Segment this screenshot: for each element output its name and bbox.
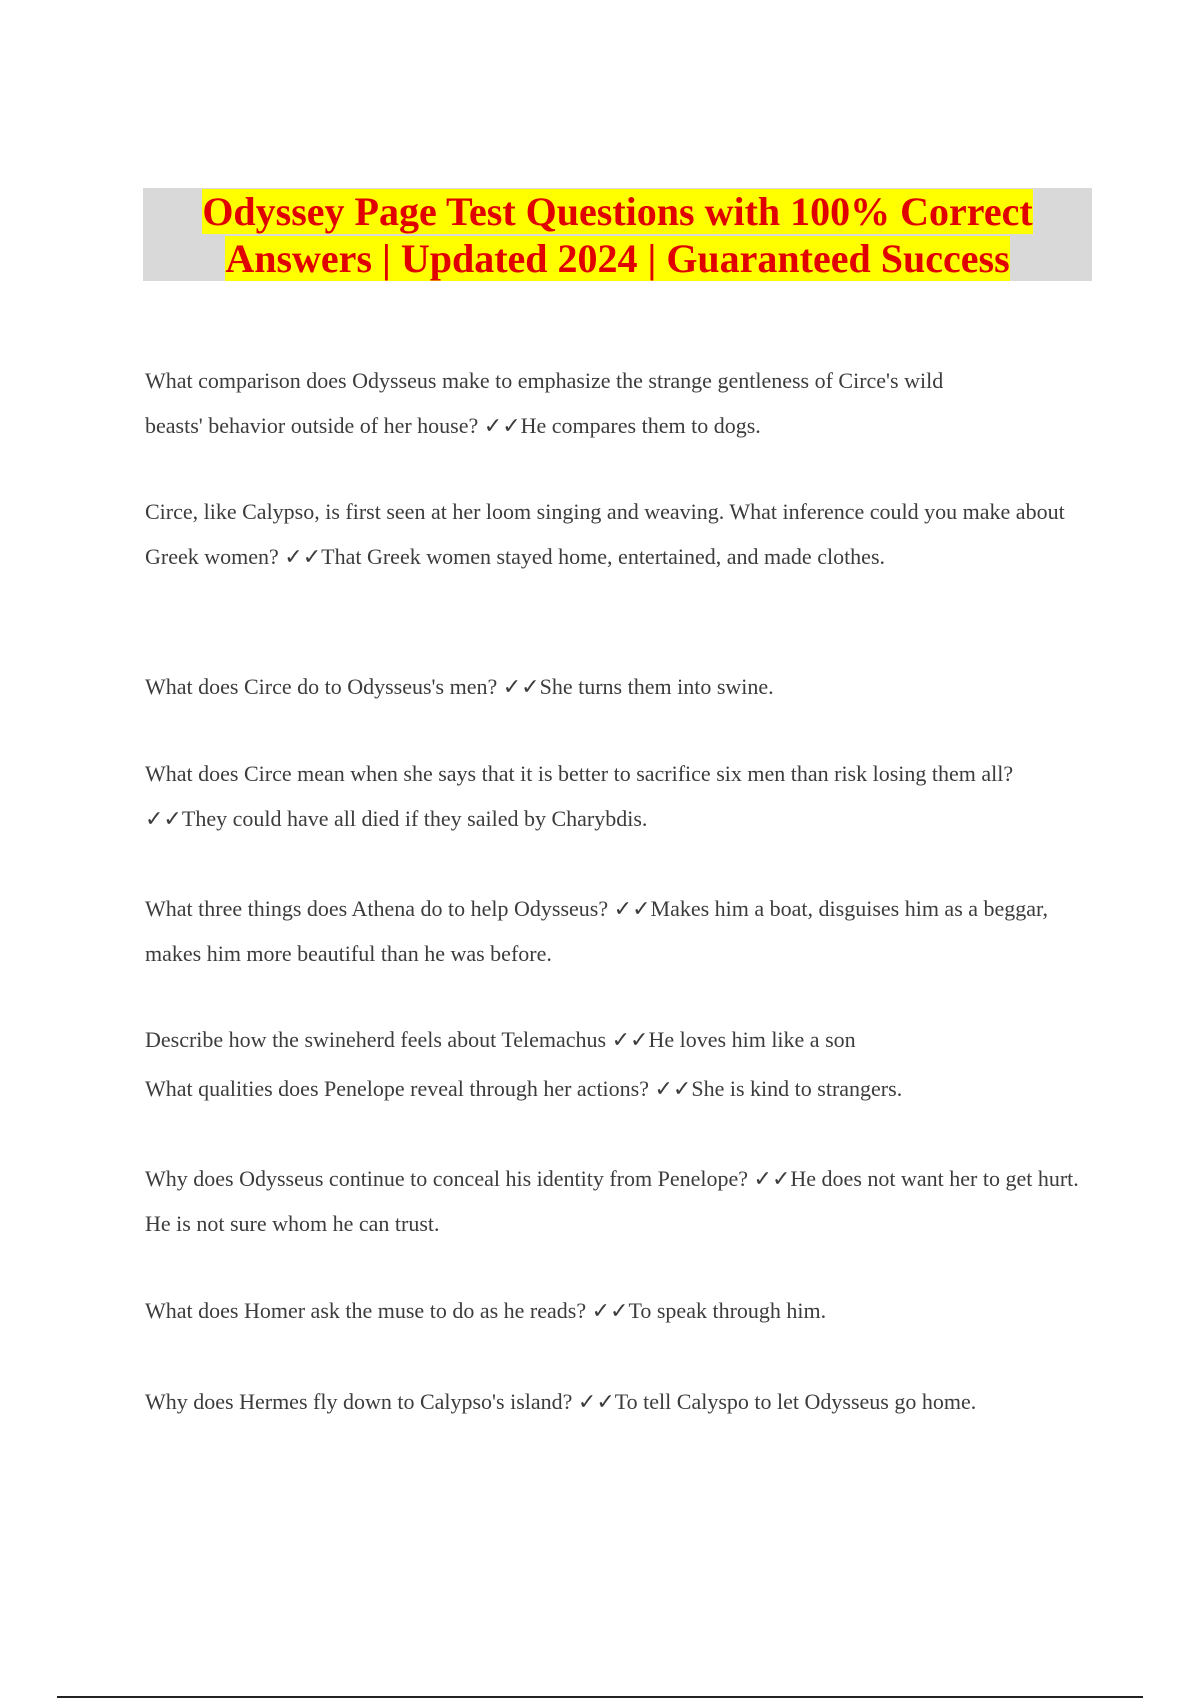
answer-text: He loves him like a son: [648, 1027, 856, 1052]
check-mark: ✓✓: [753, 1166, 791, 1191]
qa-item-6: [145, 1018, 1095, 1063]
question-text: What does Circe do to Odysseus's men?: [145, 674, 498, 699]
qa-item-5: [145, 887, 1080, 976]
answer-text: They could have all died if they sailed by Charybdis.: [181, 805, 648, 831]
answer-text: She is kind to strangers.: [691, 1076, 903, 1101]
qa-item-9: [145, 1289, 1095, 1334]
qa-item-10: [145, 1380, 1125, 1425]
question-text: What does Circe mean when she says that it is better to sacrifice six men than risk losing them all?: [145, 761, 1014, 786]
answer-text: To speak through him.: [628, 1298, 827, 1323]
question-text: What comparison does Odysseus make to emphasize the strange gentleness of Circe's wild beasts' behavior outside of her house?: [145, 368, 944, 438]
answer-text: That Greek women stayed home, entertained, and made clothes.: [321, 543, 886, 569]
check-mark: ✓✓: [284, 543, 322, 569]
check-mark: ✓✓: [611, 1027, 649, 1052]
answer-text: To tell Calyspo to let Odysseus go home.: [614, 1389, 977, 1414]
answer-text: He does not want her to get hurt. He is not sure whom he can trust.: [145, 1166, 1079, 1236]
qa-item-8: [145, 1157, 1095, 1246]
qa-item-4: [145, 752, 1030, 841]
question-text: What qualities does Penelope reveal through her actions?: [145, 1076, 649, 1101]
footer-divider: [57, 1696, 1143, 1698]
check-mark: ✓✓: [577, 1389, 615, 1414]
question-text: Why does Odysseus continue to conceal his identity from Penelope?: [145, 1166, 749, 1191]
question-text: Circe, like Calypso, is first seen at her loom singing and weaving. What inference could you make about Greek women?: [145, 499, 1065, 569]
qa-item-3: [145, 665, 1095, 710]
document-title: Odyssey Page Test Questions with 100% Correct Answers | Updated 2024 | Guaranteed Success: [202, 189, 1033, 281]
qa-item-2: [145, 490, 1090, 579]
question-text: Describe how the swineherd feels about Telemachus: [145, 1027, 607, 1052]
qa-item-1: [145, 359, 1005, 448]
title-banner: [143, 188, 1092, 281]
answer-text: Makes him a boat, disguises him as a beggar, makes him more beautiful than he was before.: [145, 896, 1048, 966]
check-mark: ✓✓: [145, 805, 182, 831]
check-mark: ✓✓: [502, 674, 540, 699]
question-text: What three things does Athena do to help Odysseus?: [145, 896, 609, 921]
check-mark: ✓✓: [613, 896, 651, 921]
check-mark: ✓✓: [483, 412, 521, 438]
check-mark: ✓✓: [591, 1298, 629, 1323]
qa-item-7: [145, 1067, 915, 1112]
answer-text: She turns them into swine.: [539, 674, 774, 699]
question-text: What does Homer ask the muse to do as he reads?: [145, 1298, 587, 1323]
question-text: Why does Hermes fly down to Calypso's island?: [145, 1389, 573, 1414]
answer-text: He compares them to dogs.: [520, 412, 761, 438]
check-mark: ✓✓: [654, 1076, 692, 1101]
